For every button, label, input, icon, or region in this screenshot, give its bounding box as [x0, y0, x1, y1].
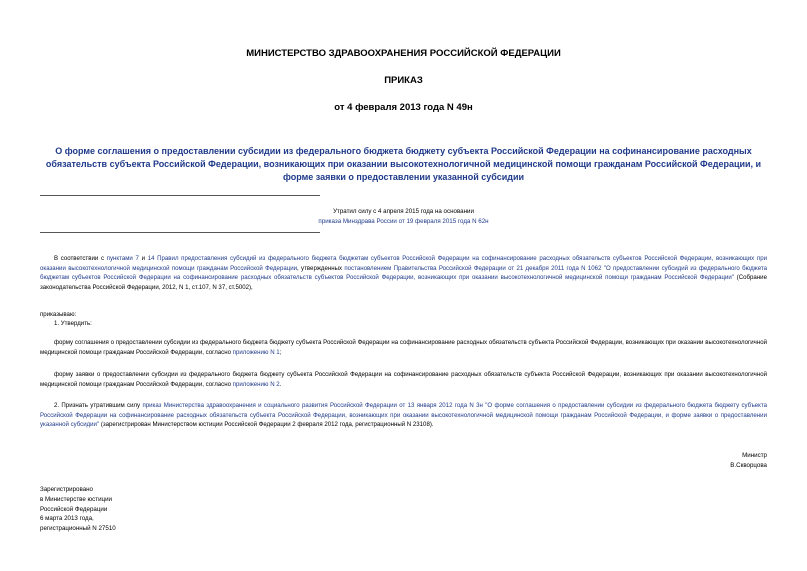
item-2-text: 2. Признать утратившим силу: [54, 402, 143, 409]
status-note: [0, 207, 807, 226]
registration-line: 6 марта 2013 года,: [40, 515, 94, 523]
doc-type-heading: ПРИКАЗ: [384, 75, 423, 86]
preamble-text-1: В соответствии с: [54, 255, 107, 262]
signature-name: В.Скворцова: [730, 461, 767, 469]
item-1: 1. Утвердить:: [54, 320, 92, 327]
form-2-paragraph: [40, 370, 767, 389]
form-1-text: форму соглашения о предоставлении субсидии из федерального бюджета бюджету субъекта Российской Федерации на софинансирование расходных обязательств субъекта Российской Федерации, возникающих при оказании высокотехнологичной медицинской помощи гражданам Российской Федерации, согласно: [40, 339, 767, 356]
registration-line: регистрационный N 27510: [40, 525, 116, 533]
preamble-text-3: , утвержденных: [297, 264, 345, 272]
item-2-link[interactable]: приказ Министерства здравоохранения и социального развития Российской Федерации от 13 января 2012 года N 3н "О форме соглашения о предоставлении субсидии из федерального бюджета бюджету субъекта Российской Федерации на софинансирование расходных обязательств субъекта Российской Федерации, возникающих при оказании высокотехнологичной медицинской помощи гражданам Российской Федерации, и форме заявки о предоставлении указанной субсидии": [40, 402, 767, 429]
item-2-paragraph: [40, 401, 767, 430]
form-2-text: форму заявки о предоставлении субсидии из федерального бюджета бюджету субъекта Российской Федерации на софинансирование расходных обязательств субъекта Российской Федерации, возникающих при оказании высокотехнологичной медицинской помощи гражданам Российской Федерации, согласно: [40, 371, 767, 388]
divider-top: [40, 195, 320, 196]
registration-line: Зарегистрировано: [40, 486, 93, 493]
order-word: приказываю:: [40, 311, 77, 318]
status-note-text: Утратил силу с 4 апреля 2015 года на основании: [333, 208, 474, 215]
registration-line: Российской Федерации: [40, 505, 108, 513]
item-2-text-end: (зарегистрирован Министерством юстиции Российской Федерации 2 февраля 2012 года, регистрационный N 23108).: [99, 421, 434, 429]
status-note-link[interactable]: приказа Минздрава России от 19 февраля 2015 года N 62н: [318, 217, 489, 225]
ministry-heading: МИНИСТЕРСТВО ЗДРАВООХРАНЕНИЯ РОССИЙСКОЙ ФЕДЕРАЦИИ: [246, 48, 561, 59]
registration-block: [40, 485, 116, 534]
preamble-text-4: (Собрание законодательства Российской Федерации, 2012, N 1, ст.107, N 37, ст.5002),: [40, 274, 767, 291]
preamble-paragraph: [40, 254, 767, 292]
form-2-link[interactable]: приложению N 2: [232, 380, 280, 388]
form-1-paragraph: [40, 338, 767, 357]
preamble-link-rules[interactable]: 14 Правил предоставления субсидий из федерального бюджета бюджетам субъектов Российской Федерации на софинансирование расходных обязательств субъектов Российской Федерации, возникающих при оказании высокотехнологичной медицинской помощи гражданам Российской Федерации: [40, 255, 768, 272]
divider-bottom: [40, 232, 320, 233]
preamble-text-2: и: [138, 255, 148, 262]
registration-line: в Министерстве юстиции: [40, 495, 113, 503]
doc-date-number: от 4 февраля 2013 года N 49н: [334, 102, 473, 113]
preamble-link-p7[interactable]: пунктами 7: [106, 255, 139, 262]
document-title: О форме соглашения о предоставлении субсидии из федерального бюджета бюджету субъекта Российской Федерации на софинансирование расходных обязательств субъекта Российской Федерации, возникающих при оказании высокотехнологичной медицинской помощи гражданам Российской Федерации, и форме заявки о предоставлении указанной субсидии: [45, 146, 762, 182]
form-2-end: .: [279, 380, 282, 388]
preamble-link-resolution[interactable]: постановлением Правительства Российской Федерации от 21 декабря 2011 года N 1062 "О предоставлении субсидий из федерального бюджета бюджетам субъектов Российской Федерации на софинансирование расходных обязательств субъектов Российской Федерации, возникающих при оказании высокотехнологичной медицинской помощи гражданам Российской Федерации": [40, 264, 767, 282]
signature-position: Министр: [742, 452, 767, 459]
signature-block: [730, 451, 767, 470]
form-1-link[interactable]: приложению N 1: [232, 348, 280, 356]
form-1-end: ;: [279, 348, 282, 356]
